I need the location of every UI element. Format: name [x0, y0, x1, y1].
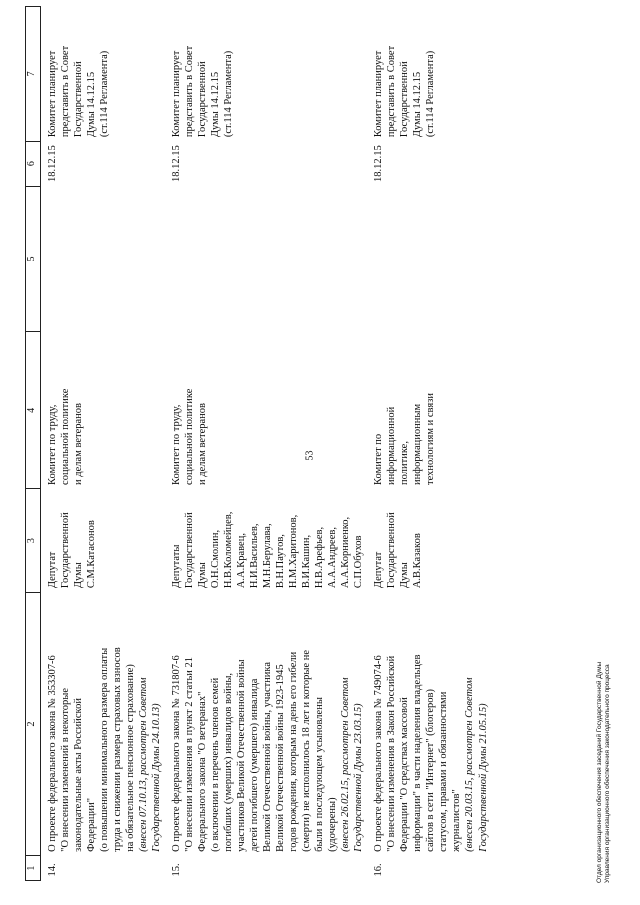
bill-title-line: на обязательное пенсионное страхование)	[125, 664, 137, 852]
committee-plan-line: представить в Совет	[60, 45, 72, 138]
bill-note-line: Государственной Думы 24.10.13)	[151, 703, 163, 852]
committee-plan-line: Государственной	[197, 61, 209, 138]
responsible-committee-line: социальной политике	[60, 388, 72, 485]
responsible-committee	[41, 332, 166, 489]
column-number-5: 5	[26, 186, 41, 332]
bill-title-line: "О внесении изменения в Закон Российской	[386, 655, 398, 852]
bill-authors-line: Депутат	[373, 551, 385, 589]
bill-authors-line: Н.В.Арефьев,	[314, 526, 326, 589]
responsible-committee-line: Комитет по	[373, 433, 385, 485]
bill-title-line: (смерти) не исполнилось 18 лет и которые не	[301, 649, 313, 852]
bill-title-line: Федерации"	[86, 797, 98, 852]
bill-authors-line: Думы	[73, 562, 85, 589]
committee-plan-line: Комитет планирует	[171, 50, 183, 138]
bill-title-line: "О внесении изменения в пункт 2 статьи 21	[184, 656, 196, 852]
bill-authors-line: С.М.Катасонов	[86, 520, 98, 589]
bill-note-line: Государственной Думы 23.03.15)	[353, 703, 365, 852]
column-5-value	[165, 186, 367, 332]
bill-note-line: Государственной Думы 21.05.15)	[477, 703, 489, 852]
bill-authors-line: М.Н.Берулава,	[262, 523, 274, 589]
bill-authors-line: Н.И.Васильев,	[249, 523, 261, 589]
bill-title-line: Федерации "О средствах массовой	[399, 697, 411, 852]
bill-authors-line: Государственной	[60, 512, 72, 589]
column-number-6: 6	[26, 141, 41, 186]
bill-title-line: Федерального закона "О ветеранах"	[197, 691, 209, 852]
bill-title-line: участников Великой Отечественной войны	[236, 659, 248, 852]
bill-title	[367, 592, 491, 856]
review-date: 18.12.15	[171, 145, 183, 183]
responsible-committee-line: политике,	[399, 441, 411, 485]
bill-note-line: (внесен 26.02.15, рассмотрен Советом	[340, 677, 352, 852]
bill-authors-line: В.И.Кашин,	[301, 534, 313, 589]
bill-title-line: Великой Отечественной войны 1923-1945	[275, 664, 287, 852]
bill-title-line: (о повышении минимального размера оплаты	[99, 647, 111, 852]
bills-table	[25, 6, 492, 881]
committee-plan	[367, 7, 491, 142]
bill-authors-line: А.А.Андреев,	[327, 527, 339, 589]
row-number: 16.	[373, 863, 385, 877]
bill-authors-line: Депутаты	[171, 544, 183, 589]
bill-note-line: (внесен 07.10.13, рассмотрен Советом	[138, 677, 150, 852]
committee-plan	[41, 7, 166, 142]
bill-authors	[367, 489, 491, 592]
committee-plan-line: представить в Совет	[184, 45, 196, 138]
bill-authors-line: Депутат	[47, 551, 58, 589]
bill-title-line: сайтов в сети "Интернет" (блогеров)	[425, 688, 437, 852]
bill-title-line: были в последующем усыновлены	[314, 697, 326, 852]
committee-plan-line: Государственной	[399, 61, 411, 138]
table-row	[41, 7, 166, 881]
bill-title-line: О проекте федерального закона № 731807-6	[171, 655, 183, 852]
bill-authors-line: А.А.Кравец,	[236, 533, 248, 589]
bill-authors-line: Государственной	[386, 512, 398, 589]
page-number: 53	[304, 450, 316, 461]
column-number-1: 1	[26, 856, 41, 881]
bill-title-line: погибших (умерших) инвалидов войны,	[223, 672, 235, 852]
table-row	[367, 7, 491, 881]
committee-plan-line: представить в Совет	[386, 45, 398, 138]
responsible-committee-line: и делам ветеранов	[197, 402, 209, 485]
responsible-committee-line: информационной	[386, 406, 398, 485]
bill-title-line: "О внесении изменений в некоторые	[60, 688, 72, 852]
responsible-committee	[165, 332, 367, 489]
column-number-2: 2	[26, 592, 41, 856]
committee-plan-line: Думы 14.12.15	[86, 71, 98, 138]
bill-authors-line: Н.В.Коломейцев,	[223, 511, 235, 589]
responsible-committee-line: Комитет по труду,	[47, 404, 58, 485]
bill-authors-line: Думы	[197, 562, 209, 589]
bill-title-line: годов рождения, которым на день его гибели	[288, 651, 300, 852]
bill-authors-line: О.Н.Смолин,	[210, 529, 222, 589]
responsible-committee-line: технологиям и связи	[425, 393, 437, 485]
bill-authors	[165, 489, 367, 592]
bill-authors-line: А.А.Корниенко,	[340, 516, 352, 589]
footer-line: Отдел организационного обеспечения заседаний Государственной Думы	[596, 661, 603, 883]
bill-title-line: труда и снижении размера страховых взносов	[112, 647, 124, 852]
bill-title-line: детей погибшего (умершего) инвалида	[249, 678, 261, 852]
bill-title-line: (удочерены)	[327, 797, 339, 852]
responsible-committee-line: информационным	[412, 403, 424, 485]
row-number: 14.	[47, 863, 58, 877]
column-number-3: 3	[26, 489, 41, 592]
bill-title-line: О проекте федерального закона № 749074-6	[373, 655, 385, 852]
committee-plan-line: (ст.114 Регламента)	[425, 50, 437, 138]
bill-authors	[41, 489, 166, 592]
column-5-value	[367, 186, 491, 332]
bill-title-line: статусом, правами и обязанностями	[438, 691, 450, 852]
committee-plan-line: Комитет планирует	[47, 50, 58, 138]
document-footer	[596, 662, 613, 883]
bill-title-line: Великой Отечественной войны, участника	[262, 661, 274, 852]
committee-plan-line: (ст.114 Регламента)	[99, 50, 111, 138]
bill-title	[165, 592, 367, 856]
footer-line: Управления организационного обеспечения законодательного процесса	[604, 664, 612, 883]
bill-authors-line: С.П.Обухов	[353, 535, 365, 589]
table-header-row	[26, 7, 41, 881]
review-date: 18.12.15	[47, 145, 58, 183]
committee-plan-line: Думы 14.12.15	[412, 71, 424, 138]
committee-plan-line: (ст.114 Регламента)	[223, 50, 235, 138]
responsible-committee-line: и делам ветеранов	[73, 402, 85, 485]
bill-authors-line: Государственной	[184, 512, 196, 589]
review-date: 18.12.15	[373, 145, 385, 183]
committee-plan-line: Думы 14.12.15	[210, 71, 222, 138]
responsible-committee-line: Комитет по труду,	[171, 404, 183, 485]
bill-authors-line: А.В.Казаков	[412, 533, 424, 589]
responsible-committee-line: социальной политике	[184, 388, 196, 485]
row-number: 15.	[171, 863, 183, 877]
responsible-committee	[367, 332, 491, 489]
bill-authors-line: Н.М.Харитонов,	[288, 514, 300, 589]
bill-note-line: (внесен 20.03.15, рассмотрен Советом	[464, 677, 476, 852]
bill-title	[41, 592, 166, 856]
committee-plan-line: Комитет планирует	[373, 50, 385, 138]
column-number-7: 7	[26, 7, 41, 142]
bill-authors-line: Думы	[399, 562, 411, 589]
bill-title-line: О проекте федерального закона № 353307-6	[47, 655, 58, 852]
bill-title-line: (о включении в перечень членов семей	[210, 677, 222, 852]
table-row	[165, 7, 367, 881]
column-5-value	[41, 186, 166, 332]
committee-plan	[165, 7, 367, 142]
bill-authors-line: В.Н.Паутов,	[275, 534, 287, 589]
bill-title-line: законодательные акты Российской	[73, 698, 85, 852]
committee-plan-line: Государственной	[73, 61, 85, 138]
bill-title-line: журналистов"	[451, 789, 463, 852]
bill-title-line: информации" в части наделения владельцев	[412, 654, 424, 852]
column-number-4: 4	[26, 332, 41, 489]
